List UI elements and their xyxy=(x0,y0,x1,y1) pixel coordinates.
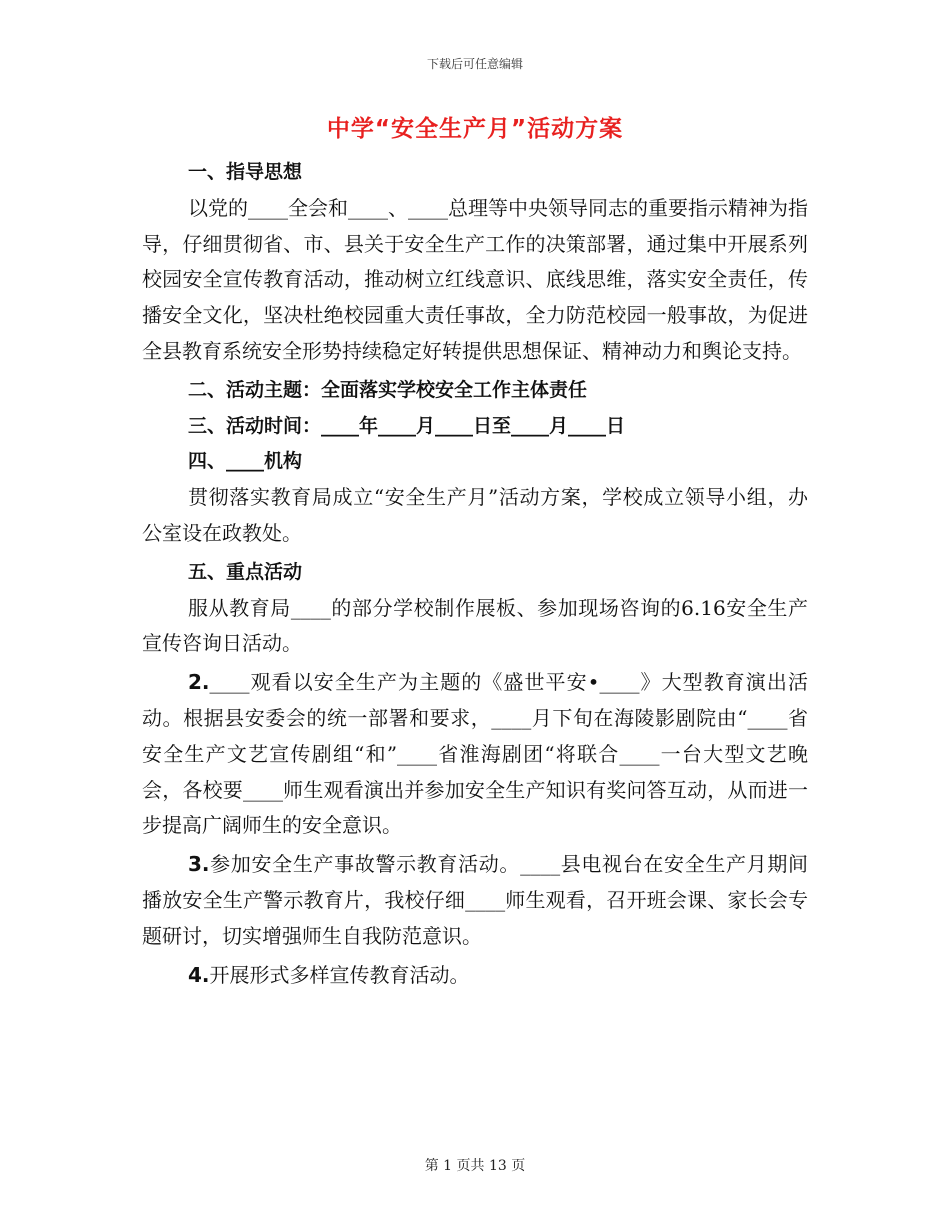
header-note: 下载后可任意编辑 xyxy=(426,57,523,71)
item-text: ____观看以安全生产为主题的《盛世平安•____》大型教育演出活动。根据县安委会的统一部署和要求，____月下旬在海陵影剧院由“____省安全生产文艺宣传剧组“和”____省淮海剧团“将联合____一台大型文艺晚会，各校要____师生观看演出并参加安全生产知识有奖问答互动，从而进一步提高广阔师生的安全意识。 xyxy=(142,670,808,838)
paragraph-guiding-ideology: 以党的____全会和____、____总理等中央领导同志的重要指示精神为指导，仔细贯彻省、市、县关于安全生产工作的决策部署，通过集中开展系列校园安全宣传教育活动，推动树立红线意识、底线思维，落实安全责任，传播安全文化，坚决杜绝校园重大责任事故，全力防范校园一般事故，为促进全县教育系统安全形势持续稳定好转提供思想保证、精神动力和舆论支持。 xyxy=(142,195,808,363)
document-body xyxy=(142,155,808,993)
section-heading-theme: 二、活动主题：全面落实学校安全工作主体责任 xyxy=(188,378,588,401)
list-item-activity-1: 服从教育局____的部分学校制作展板、参加现场咨询的6.16安全生产宣传咨询日活动。 xyxy=(142,595,808,656)
list-item-activity-2 xyxy=(142,665,808,844)
page-footer: 第 1 页共 13 页 xyxy=(424,1158,526,1174)
list-item-activity-3 xyxy=(142,847,808,954)
item-text: 参加安全生产事故警示教育活动。____县电视台在安全生产月期间播放安全生产警示教育片，我校仔细____师生观看，召开班会课、家长会专题研讨，切实增强师生自我防范意识。 xyxy=(142,852,808,948)
item-number: 3. xyxy=(188,852,210,877)
section-heading-key-activities: 五、重点活动 xyxy=(188,560,303,583)
section-heading-guiding-ideology: 一、指导思想 xyxy=(188,161,303,183)
item-number: 4. xyxy=(188,962,210,987)
paragraph-organization: 贯彻落实教育局成立“安全生产月”活动方案，学校成立领导小组，办公室设在政教处。 xyxy=(142,485,808,545)
document-title: 中学“安全生产月”活动方案 xyxy=(326,116,624,142)
item-text: 开展形式多样宣传教育活动。 xyxy=(209,962,470,987)
item-number: 2. xyxy=(188,670,210,695)
section-heading-time: 三、活动时间：____年____月____日至____月____日 xyxy=(188,414,626,437)
section-heading-organization: 四、____机构 xyxy=(188,450,303,473)
list-item-activity-4 xyxy=(142,958,808,994)
